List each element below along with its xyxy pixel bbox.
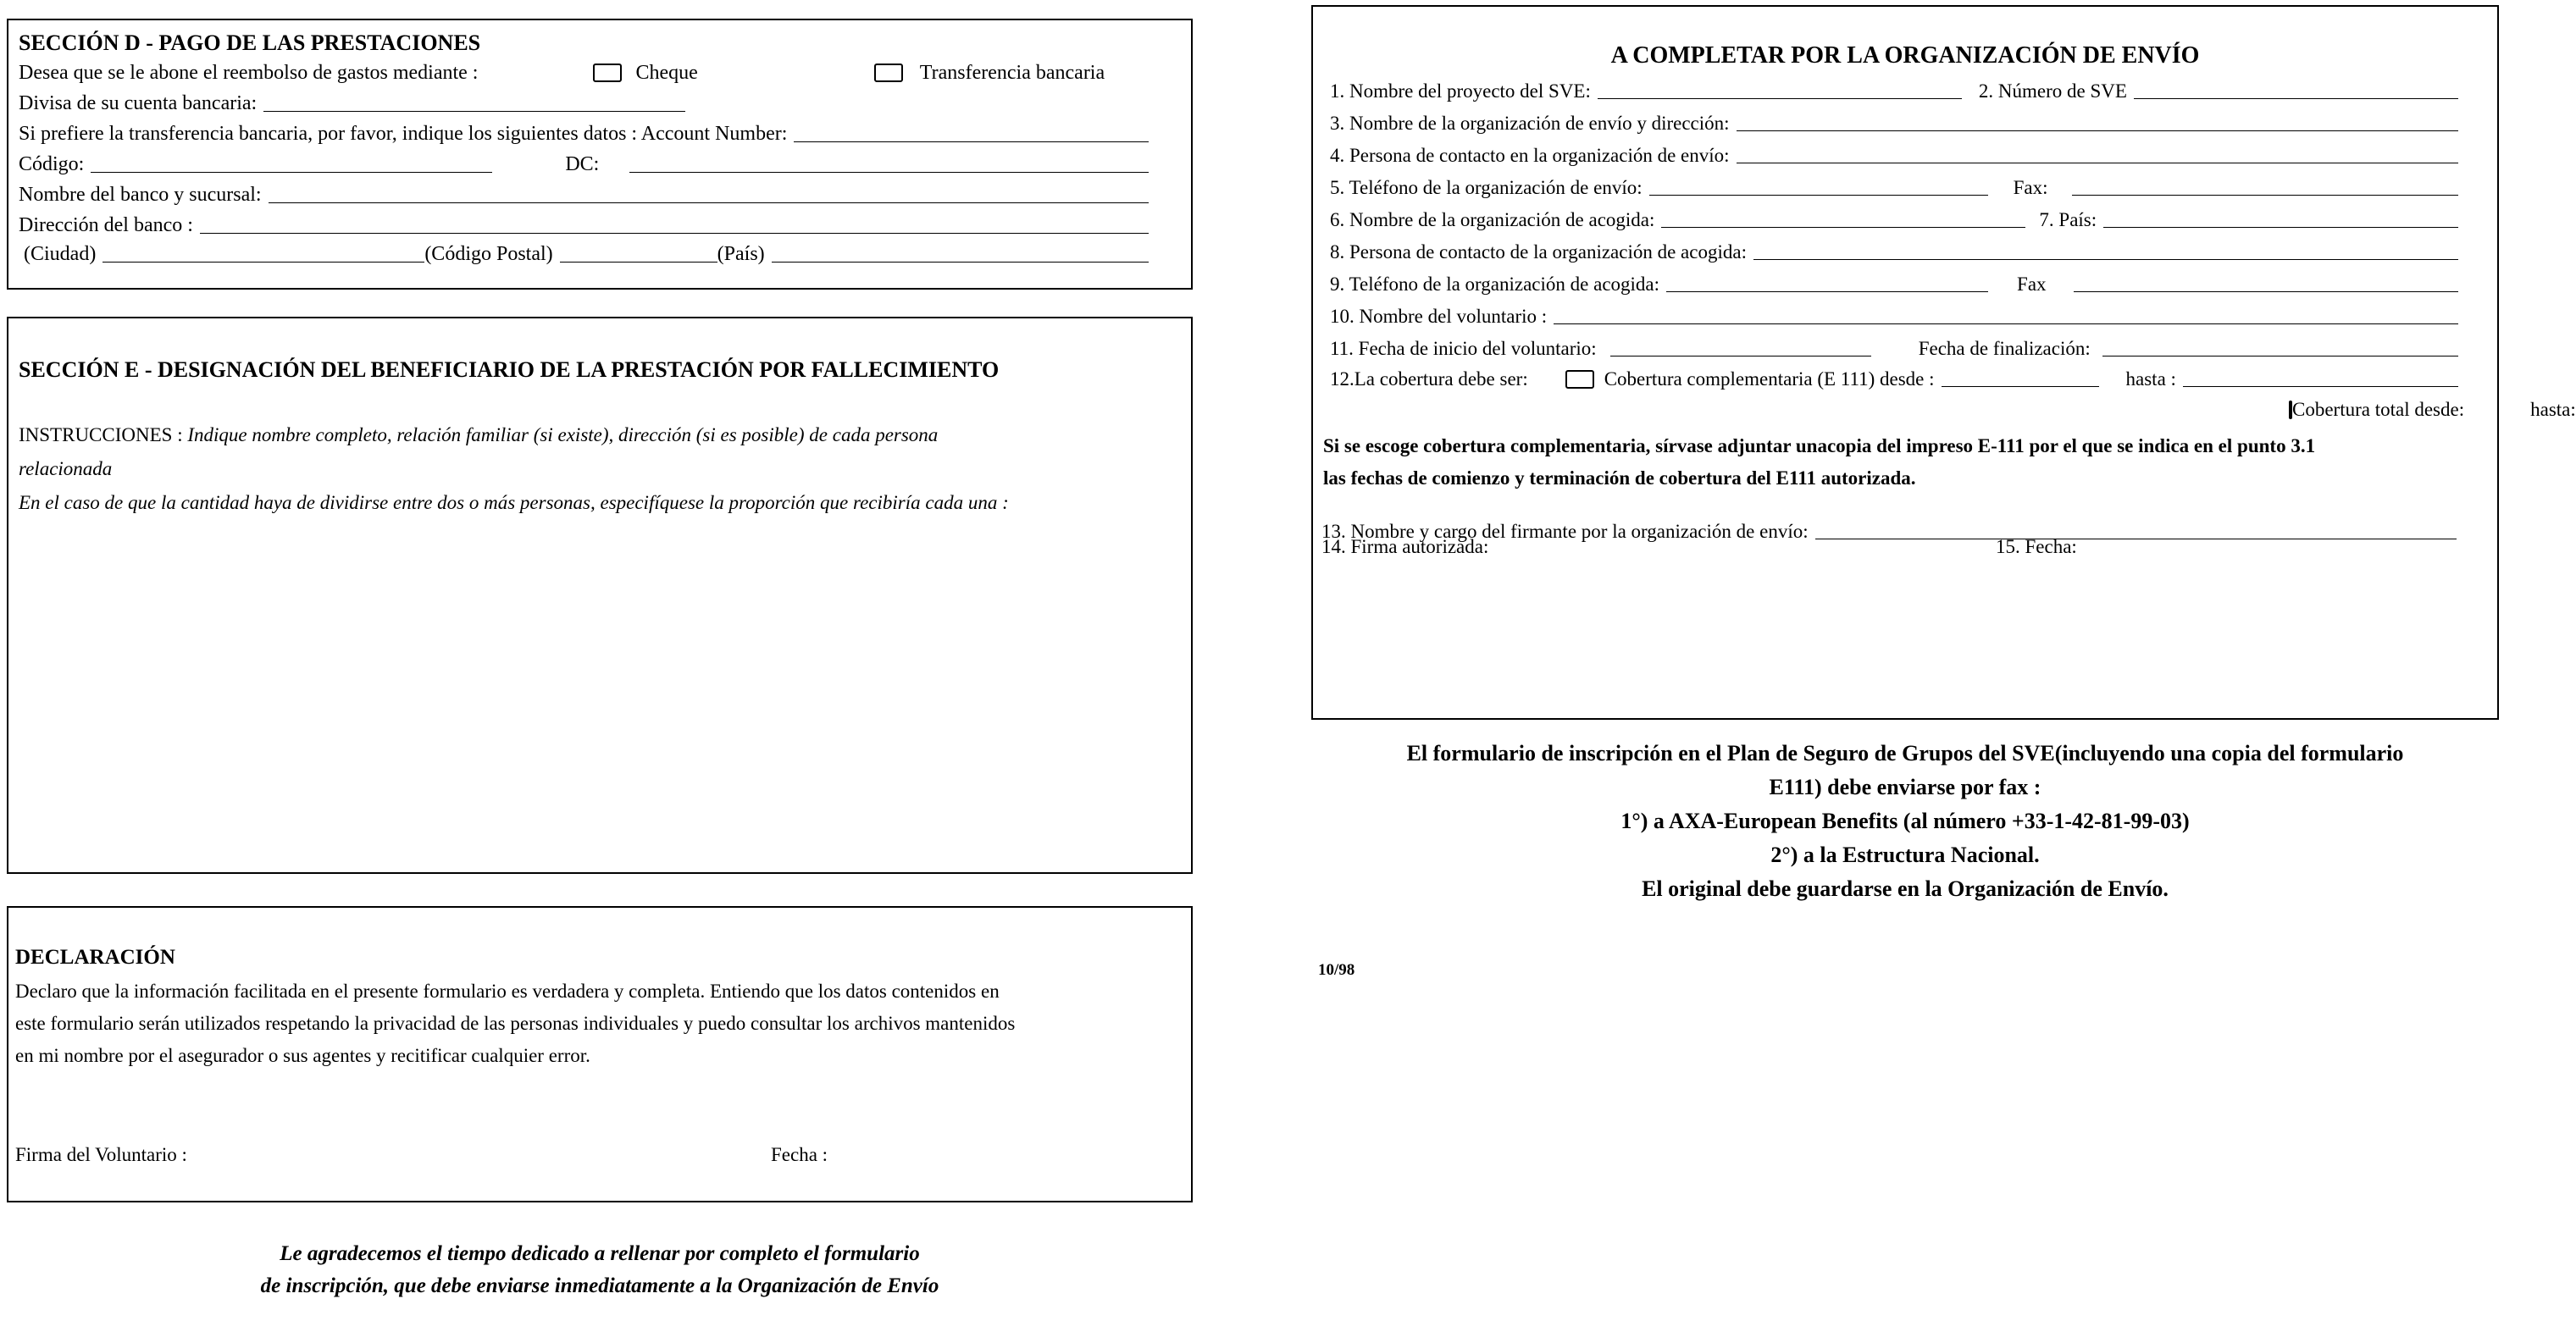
payment-question: Desea que se le abone el reembolso de gastos mediante : — [19, 62, 479, 84]
cheque-label: Cheque — [635, 62, 698, 84]
org-date-field[interactable] — [2101, 528, 2440, 562]
thanks-line-1: Le agradecemos el tiempo dedicado a rellenar por completo el formulario — [280, 1242, 920, 1265]
postal-label: (Código Postal) — [424, 243, 553, 265]
host-fax-label: Fax — [2017, 274, 2047, 295]
end-date-field[interactable] — [2102, 356, 2458, 357]
total-until-label: hasta: — [2530, 399, 2576, 420]
host-country-label: 7. País: — [2039, 209, 2097, 230]
sending-phone-label: 5. Teléfono de la organización de envío: — [1330, 177, 1643, 198]
declaration-line-1: Declaro que la información facilitada en el presente formulario es verdadera y completa. Entiendo que los datos contenidos en — [15, 981, 1000, 1002]
currency-label: Divisa de su cuenta bancaria: — [19, 92, 258, 114]
org-row-3 — [1330, 113, 2458, 133]
bank-name-label: Nombre del banco y sucursal: — [19, 184, 262, 206]
dc-label: DC: — [565, 153, 600, 175]
cheque-checkbox[interactable] — [593, 64, 622, 82]
declaration-date-label: Fecha : — [771, 1144, 828, 1165]
instructions-label: INSTRUCCIONES : — [19, 424, 183, 445]
fax-line-3: 1°) a AXA-European Benefits (al número +33-1-42-81-99-03) — [1620, 809, 2190, 833]
payment-method-row — [19, 63, 1181, 83]
transfer-instructions: Si prefiere la transferencia bancaria, por favor, indique los siguientes datos : Account Number: — [19, 123, 788, 145]
instructions-text-1: Indique nombre completo, relación familiar (si existe), dirección (si es posible) de cada persona — [187, 424, 939, 445]
country-field[interactable] — [772, 262, 1149, 263]
section-d-box — [7, 19, 1193, 290]
org-row-4 — [1330, 146, 2458, 165]
start-date-field[interactable] — [1610, 356, 1871, 357]
org-row-1 — [1330, 81, 2458, 101]
sending-org-title: A COMPLETAR POR LA ORGANIZACIÓN DE ENVÍO — [1610, 42, 2200, 69]
sending-phone-field[interactable] — [1649, 195, 1988, 196]
currency-field[interactable] — [263, 111, 685, 112]
host-contact-field[interactable] — [1753, 259, 2458, 260]
code-label: Código: — [19, 153, 85, 175]
sending-fax-field[interactable] — [2072, 195, 2459, 196]
instructions-text-2: relacionada — [19, 458, 113, 479]
coverage-note-line-2: las fechas de comienzo y terminación de cobertura del E111 autorizada. — [1323, 467, 1916, 489]
bank-address-field[interactable] — [200, 233, 1149, 234]
org-row-9 — [1330, 274, 2458, 294]
transfer-instructions-row — [19, 124, 1149, 144]
org-row-5 — [1330, 178, 2458, 197]
host-org-field[interactable] — [1661, 227, 2025, 228]
authorized-signature-field[interactable] — [1525, 528, 1948, 562]
section-e-title: SECCIÓN E - DESIGNACIÓN DEL BENEFICIARIO DE LA PRESTACIÓN POR FALLECIMIENTO — [19, 357, 1000, 382]
bank-name-row — [19, 185, 1149, 205]
city-postal-country-row — [24, 244, 1149, 264]
thanks-message — [7, 1238, 1193, 1302]
city-label: (Ciudad) — [24, 243, 97, 265]
sending-org-box — [1311, 5, 2576, 720]
complementary-from-field[interactable] — [1942, 386, 2099, 387]
org-row-10 — [1330, 307, 2458, 326]
section-e-instructions — [19, 418, 1179, 520]
sve-number-label: 2. Número de SVE — [1978, 80, 2127, 102]
complementary-coverage-checkbox[interactable] — [1565, 370, 1594, 389]
complementary-coverage-label: Cobertura complementaria (E 111) desde : — [1604, 368, 1935, 390]
code-dc-row — [19, 154, 1149, 174]
fax-line-2: E111) debe enviarse por fax : — [1769, 775, 2041, 799]
bank-name-field[interactable] — [269, 202, 1149, 203]
declaration-title: DECLARACIÓN — [15, 946, 175, 969]
bank-address-label: Dirección del banco : — [19, 214, 193, 236]
code-field[interactable] — [91, 172, 492, 173]
section-d-title: SECCIÓN D - PAGO DE LAS PRESTACIONES — [19, 30, 481, 55]
org-row-8 — [1330, 242, 2458, 262]
sending-org-address-label: 3. Nombre de la organización de envío y dirección: — [1330, 113, 1730, 134]
declaration-box — [7, 906, 1193, 1202]
host-fax-field[interactable] — [2074, 291, 2458, 292]
account-number-field[interactable] — [794, 141, 1149, 142]
coverage-label: 12.La cobertura debe ser: — [1330, 368, 1528, 390]
declaration-line-3: en mi nombre por el asegurador o sus agentes y recitificar cualquier error. — [15, 1045, 590, 1066]
country-label: (País) — [717, 243, 765, 265]
host-phone-field[interactable] — [1666, 291, 1988, 292]
declaration-text — [15, 976, 1193, 1072]
host-contact-label: 8. Persona de contacto de la organización de acogida: — [1330, 241, 1747, 263]
declaration-line-2: este formulario serán utilizados respetando la privacidad de las personas individuales y puedo consultar los archivos mantenidos — [15, 1013, 1016, 1034]
declaration-date-field[interactable] — [847, 1130, 1101, 1163]
postal-field[interactable] — [560, 262, 717, 263]
sve-number-field[interactable] — [2134, 98, 2458, 99]
volunteer-name-label: 10. Nombre del voluntario : — [1330, 306, 1548, 327]
section-e-box — [7, 317, 1193, 874]
currency-row — [19, 93, 1181, 113]
project-name-label: 1. Nombre del proyecto del SVE: — [1330, 80, 1591, 102]
authorized-signature-label: 14. Firma autorizada: — [1321, 536, 1489, 557]
thanks-line-2: de inscripción, que debe enviarse inmediatamente a la Organización de Envío — [260, 1274, 939, 1297]
coverage-note-line-1: Si se escoge cobertura complementaria, sírvase adjuntar unacopia del impreso E-111 por el que se indica en el punto 3.1 — [1323, 435, 2316, 456]
coverage-note — [1323, 430, 2501, 495]
city-field[interactable] — [102, 262, 424, 263]
volunteer-signature-label: Firma del Voluntario : — [15, 1144, 187, 1165]
complementary-until-label: hasta : — [2125, 368, 2176, 390]
fax-line-4: 2°) a la Estructura Nacional. — [1770, 843, 2040, 867]
signatory-label: 13. Nombre y cargo del firmante por la organización de envío: — [1321, 521, 1809, 542]
fax-instructions — [1311, 737, 2499, 906]
beneficiary-text-area[interactable] — [19, 526, 1181, 862]
org-row-12 — [1330, 369, 2458, 389]
instructions-text-3: En el caso de que la cantidad haya de dividirse entre dos o más personas, especifíquese la proporción que recibiría cada una : — [19, 492, 1009, 513]
dc-field[interactable] — [629, 172, 1149, 173]
org-row-11 — [1330, 339, 2458, 358]
org-date-label: 15. Fecha: — [1996, 536, 2077, 557]
transfer-checkbox[interactable] — [874, 64, 903, 82]
org-row-12b — [2289, 399, 2576, 420]
complementary-until-field[interactable] — [2183, 386, 2458, 387]
total-coverage-label: Cobertura total desde: — [2292, 399, 2465, 420]
sending-fax-label: Fax: — [2013, 177, 2048, 198]
volunteer-signature-field[interactable] — [220, 1130, 728, 1163]
volunteer-name-field[interactable] — [1554, 323, 2458, 324]
host-org-label: 6. Nombre de la organización de acogida: — [1330, 209, 1655, 230]
transfer-label: Transferencia bancaria — [919, 62, 1105, 84]
project-name-field[interactable] — [1598, 98, 1962, 99]
bank-address-row — [19, 215, 1149, 235]
sending-contact-label: 4. Persona de contacto en la organización de envío: — [1330, 145, 1730, 166]
start-date-label: 11. Fecha de inicio del voluntario: — [1330, 338, 1597, 359]
end-date-label: Fecha de finalización: — [1918, 338, 2091, 359]
host-country-field[interactable] — [2103, 227, 2458, 228]
form-code: 10/98 — [1318, 961, 1355, 979]
fax-line-1: El formulario de inscripción en el Plan de Seguro de Grupos del SVE(incluyendo una copia del formulario — [1406, 741, 2404, 766]
fax-line-5: El original debe guardarse en la Organización de Envío. — [1642, 876, 2169, 901]
org-row-6 — [1330, 210, 2458, 229]
sending-org-address-field[interactable] — [1737, 130, 2458, 131]
host-phone-label: 9. Teléfono de la organización de acogida: — [1330, 274, 1660, 295]
